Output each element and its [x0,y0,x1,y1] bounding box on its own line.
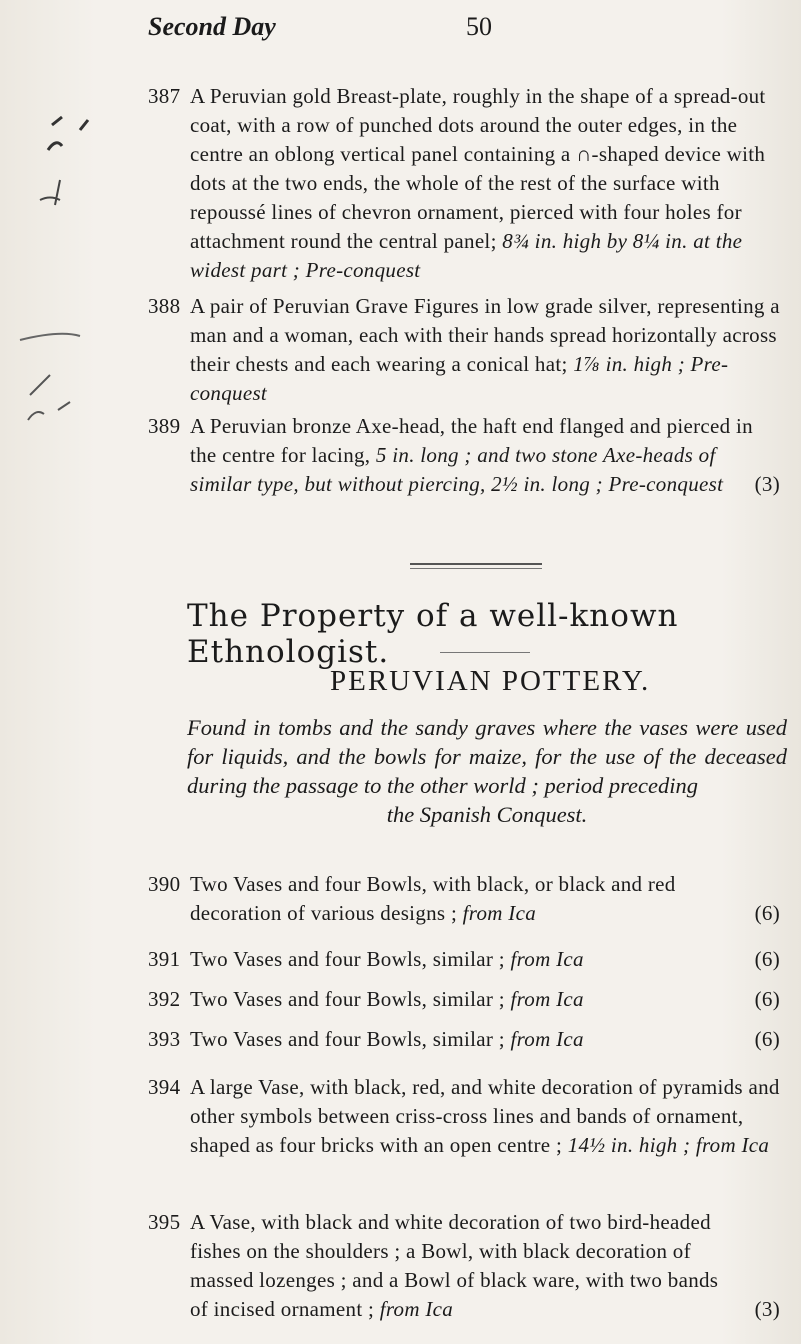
lot-quantity: (3) [754,472,780,496]
lot-390: 390 Two Vases and four Bowls, with black, or black and red decoration of various designs ; from Ica (6) [190,870,780,928]
day-label: Second Day [148,12,276,41]
handwritten-marks [0,0,130,480]
lot-395: 395 A Vase, with black and white decoration of two bird-headed fishes on the shoulders ; a Bowl, with black decoration of massed lozenges ; and a Bowl of black ware, with two bands of incised ornament ; from Ica (3) [190,1208,780,1324]
lot-description: A Peruvian gold Breast-plate, roughly in the shape of a spread-out coat, with a row of punched dots around the outer edges, in the centre an oblong vertical panel containing a ∩-shaped device with dots at the two ends, the whole of the rest of the surface with repoussé lines of chevron ornament, pierced with four holes for attachment round the central panel; 8¾ in. high by 8¼ in. at the widest part ; Pre-conquest [190,84,766,282]
intro-text: Found in tombs and the sandy graves where the vases were used for liquids, and the bowls for maize, for the use of the deceased during the passage to the other world ; period preceding [187,715,787,798]
lot-quantity: (6) [754,987,780,1011]
lot-number: 388 [148,294,181,318]
lot-period: Pre-conquest [305,258,421,282]
lot-dimensions: 8¾ in. high by 8¼ in. at the widest part ; [190,229,743,282]
lot-number: 393 [148,1027,181,1051]
lot-394: 394 A large Vase, with black, red, and white decoration of pyramids and other symbols between criss-cross lines and bands of ornament, shaped as four bricks with an open centre ; 14½ in. high ; from Ica [148,1075,780,1157]
title-underline [440,652,530,653]
lot-number: 387 [148,84,181,108]
lot-description: A pair of Peruvian Grave Figures in low grade silver, representing a man and a woman, each with their hands spread horizontally across their chests and each wearing a conical hat; 1⅞ in. high ; Pre-conquest [190,294,780,405]
intro-text-last: the Spanish Conquest. [386,802,588,827]
lot-393: 393 Two Vases and four Bowls, similar ; from Ica (6) [190,1025,780,1054]
page-number: 50 [466,12,492,41]
lot-389 [148,412,780,499]
lot-number: 392 [148,987,181,1011]
lot-number: 390 [148,872,181,896]
lot-dimensions: 1⅞ in. high ; Pre-conquest [190,352,729,405]
lot-quantity: (3) [754,1297,780,1321]
section-intro [187,713,787,829]
page-header [148,12,741,52]
lot-391: 391 Two Vases and four Bowls, similar ; from Ica (6) [190,945,780,974]
lot-387 [148,82,780,285]
lot-quantity: (6) [754,901,780,925]
section-subtitle: PERUVIAN POTTERY. [330,665,651,697]
lot-dimensions: 5 in. long ; and two stone Axe-heads of similar type, but without piercing, 2½ in. long ; Pre-conquest [190,443,724,496]
lot-number: 394 [148,1075,181,1099]
lot-number: 391 [148,947,181,971]
lot-quantity: (6) [754,947,780,971]
lot-description: A Peruvian bronze Axe-head, the haft end flanged and pierced in the centre for lacing, 5 in. long ; and two stone Axe-heads of similar type, but without piercing, 2½ in. long ; Pre-conquest [190,414,753,496]
section-divider [410,563,542,565]
lot-388 [148,292,780,408]
lot-quantity: (6) [754,1027,780,1051]
lot-number: 389 [148,414,181,438]
lot-392: 392 Two Vases and four Bowls, similar ; from Ica (6) [190,985,780,1014]
lot-number: 395 [148,1210,181,1234]
section-title: The Property of a well-known Ethnologist. [187,598,679,670]
section-divider-thin [410,568,542,569]
